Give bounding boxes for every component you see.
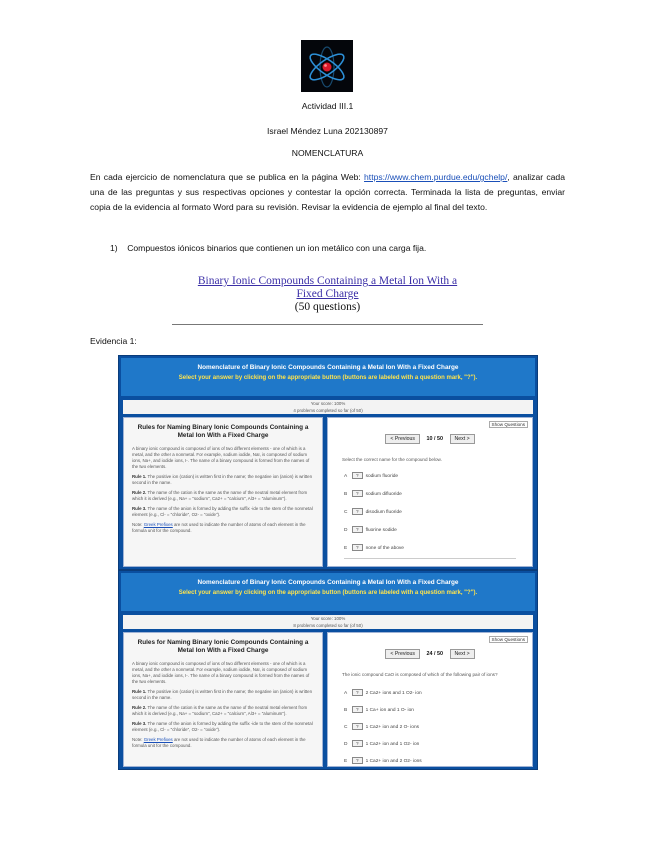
option-text: 2 Ca2+ ions and 1 O2- ion — [365, 691, 422, 696]
answer-button[interactable]: ? — [352, 472, 363, 479]
quiz-question-count: (50 questions) — [294, 301, 361, 313]
author-line: Israel Méndez Luna 202130897 — [267, 126, 388, 136]
divider-line — [172, 324, 483, 325]
quiz-banner — [121, 573, 535, 611]
rule-2 — [124, 488, 322, 504]
logo-image — [301, 40, 353, 92]
quiz-title: Nomenclature of Binary Ionic Compounds Containing a Metal Ion With a Fixed Charge — [197, 579, 459, 586]
quiz-title: Nomenclature of Binary Ionic Compounds Containing a Metal Ion With a Fixed Charge — [197, 364, 459, 371]
rule-1-text: The positive ion (cation) is written first in the name; the negative ion (anion) is written second in the name. — [132, 689, 313, 700]
rule-3 — [124, 504, 322, 520]
rule-2-label: Rule 2. — [132, 490, 147, 495]
greek-prefixes-link[interactable]: Greek Prefixes — [143, 522, 173, 527]
option-text: disodium fluoride — [365, 510, 402, 515]
option-c — [344, 723, 419, 730]
rule-3-label: Rule 3. — [132, 721, 147, 726]
answer-button[interactable]: ? — [352, 757, 363, 764]
question-counter: 24 / 50 — [426, 651, 443, 657]
rule-1 — [124, 687, 322, 703]
option-a — [344, 472, 398, 479]
quiz-link-block — [0, 275, 655, 314]
quiz-link-line2[interactable]: Fixed Charge — [296, 288, 359, 300]
question-text: The ionic compound CaO is composed of which of the following pair of ions? — [342, 672, 498, 677]
answer-button[interactable]: ? — [352, 490, 363, 497]
rules-note — [124, 735, 322, 751]
rule-3 — [124, 719, 322, 735]
note-text: are not used to indicate the number of atoms of each element in the formula unit for the compound. — [132, 737, 306, 748]
option-letter: C — [344, 510, 348, 515]
option-letter: B — [344, 708, 348, 713]
score-text: Your score: 100% — [310, 401, 346, 406]
option-letter: A — [344, 691, 348, 696]
option-text: none of the above — [365, 546, 404, 551]
previous-button[interactable]: < Previous — [385, 434, 420, 444]
next-button[interactable]: Next > — [450, 649, 475, 659]
progress-text: 4 problems completed so far (of 50) — [293, 408, 363, 413]
evidence-screenshot-1 — [118, 355, 538, 570]
question-panel — [327, 632, 533, 767]
rule-2-label: Rule 2. — [132, 705, 147, 710]
rules-panel — [123, 632, 323, 767]
evidence-label: Evidencia 1: — [90, 336, 137, 346]
option-text: 1 Ca2+ ion and 1 O2- ion — [365, 742, 420, 747]
quiz-instructions: Select your answer by clicking on the appropriate button (buttons are labeled with a question mark, "?"). — [178, 590, 478, 596]
next-button[interactable]: Next > — [450, 434, 475, 444]
answer-button[interactable]: ? — [352, 740, 363, 747]
intro-text-start: En cada ejercicio de nomenclatura que se publica en la página Web: — [90, 172, 365, 182]
quiz-link-line1[interactable]: Binary Ionic Compounds Containing a Metal Ion With a — [197, 275, 458, 287]
option-text: fluorine sodide — [365, 528, 397, 533]
question-counter: 10 / 50 — [426, 436, 443, 442]
rule-2 — [124, 703, 322, 719]
answer-button[interactable]: ? — [352, 544, 363, 551]
option-letter: A — [344, 474, 348, 479]
option-d — [344, 526, 397, 533]
rule-3-text: The name of the anion is formed by adding the suffix -ide to the stem of the nonmetal element (e.g., Cl- = "chloride", O2- = "oxide"). — [132, 721, 313, 732]
note-text: are not used to indicate the number of atoms of each element in the formula unit for the compound. — [132, 522, 306, 533]
option-letter: E — [344, 759, 348, 764]
rule-1 — [124, 472, 322, 488]
option-letter: E — [344, 546, 348, 551]
score-text: Your score: 100% — [310, 616, 346, 621]
option-a — [344, 689, 422, 696]
intro-paragraph — [90, 170, 565, 215]
answer-button[interactable]: ? — [352, 723, 363, 730]
question-nav — [328, 434, 532, 444]
rule-2-text: The name of the cation is the same as the name of the neutral metal element from which it is derived (e.g., Na+ = "sodium", Ca2+ = "calcium", Al3+ = "aluminum"). — [132, 705, 308, 716]
option-d — [344, 740, 419, 747]
option-text: 1 Ca2+ ion and 2 O2- ions — [365, 759, 422, 764]
purdue-link[interactable]: https://www.chem.purdue.edu/gchelp/ — [364, 172, 508, 182]
rules-panel — [123, 417, 323, 567]
question-text: Select the correct name for the compound below. — [342, 457, 442, 462]
intro-text-end: , analizar cada una de las preguntas y sus respectivas opciones y contestar la opción correcta. Terminada la lista de preguntas, enviar copia de la evidencia al formato Word para su revisión. Revisar la evidencia de ejemplo al final del texto. — [90, 172, 565, 212]
rules-title: Rules for Naming Binary Ionic Compounds Containing a Metal Ion With a Fixed Charge — [137, 639, 309, 654]
option-c — [344, 508, 402, 515]
option-letter: C — [344, 725, 348, 730]
note-prefix: Note: — [132, 737, 144, 742]
option-b — [344, 490, 402, 497]
question-nav — [328, 649, 532, 659]
option-letter: B — [344, 492, 348, 497]
rule-1-label: Rule 1. — [132, 474, 147, 479]
topic-title: NOMENCLATURA — [291, 148, 364, 158]
rule-3-text: The name of the anion is formed by adding the suffix -ide to the stem of the nonmetal element (e.g., Cl- = "chloride", O2- = "oxide"). — [132, 506, 313, 517]
rule-3-label: Rule 3. — [132, 506, 147, 511]
option-letter: D — [344, 528, 348, 533]
rules-title: Rules for Naming Binary Ionic Compounds Containing a Metal Ion With a Fixed Charge — [137, 424, 309, 439]
evidence-screenshot-2 — [118, 570, 538, 770]
answer-button[interactable]: ? — [352, 526, 363, 533]
note-prefix: Note: — [132, 522, 144, 527]
question-1: 1) Compuestos iónicos binarios que contienen un ion metálico con una carga fija. — [110, 243, 427, 253]
greek-prefixes-link[interactable]: Greek Prefixes — [143, 737, 173, 742]
rules-note — [124, 520, 322, 536]
atom-logo-icon — [301, 40, 353, 92]
progress-text: 8 problems completed so far (of 50) — [293, 623, 363, 628]
answer-button[interactable]: ? — [352, 689, 363, 696]
option-b — [344, 706, 414, 713]
score-box — [123, 615, 533, 629]
previous-button[interactable]: < Previous — [385, 649, 420, 659]
rules-intro: A binary ionic compound is composed of ions of two different elements - one of which is a metal, and the other a nonmetal. For example, sodium iodide, NaI, is composed of sodium ions, Na+, and iodide ions, I-. The name of a binary compound is formed from the names of the two elements. — [132, 446, 310, 469]
rule-2-text: The name of the cation is the same as the name of the neutral metal element from which it is derived (e.g., Na+ = "sodium", Ca2+ = "calcium", Al3+ = "aluminum"). — [132, 490, 308, 501]
quiz-banner — [121, 358, 535, 396]
option-e — [344, 544, 404, 551]
option-e — [344, 757, 422, 764]
rules-intro: A binary ionic compound is composed of ions of two different elements - one of which is a metal, and the other a nonmetal. For example, sodium iodide, NaI, is composed of sodium ions, Na+, and iodide ions, I-. The name of a binary compound is formed from the names of the two elements. — [132, 661, 310, 684]
show-questions-button[interactable]: Show Questions — [489, 636, 528, 643]
option-text: 1 Ca2+ ion and 2 O- ions — [365, 725, 420, 730]
score-box — [123, 400, 533, 414]
option-text: sodium difluoride — [365, 492, 402, 497]
show-questions-button[interactable]: Show Questions — [489, 421, 528, 428]
answer-button[interactable]: ? — [352, 508, 363, 515]
activity-title: Actividad III.1 — [301, 101, 354, 111]
option-text: sodium fluoride — [365, 474, 399, 479]
option-text: 1 Ca+ ion and 1 O- ion — [365, 708, 414, 713]
option-letter: D — [344, 742, 348, 747]
rule-1-text: The positive ion (cation) is written first in the name; the negative ion (anion) is written second in the name. — [132, 474, 313, 485]
options-divider — [344, 558, 516, 559]
quiz-instructions: Select your answer by clicking on the appropriate button (buttons are labeled with a question mark, "?"). — [178, 375, 478, 381]
answer-button[interactable]: ? — [352, 706, 363, 713]
rule-1-label: Rule 1. — [132, 689, 147, 694]
question-panel — [327, 417, 533, 567]
